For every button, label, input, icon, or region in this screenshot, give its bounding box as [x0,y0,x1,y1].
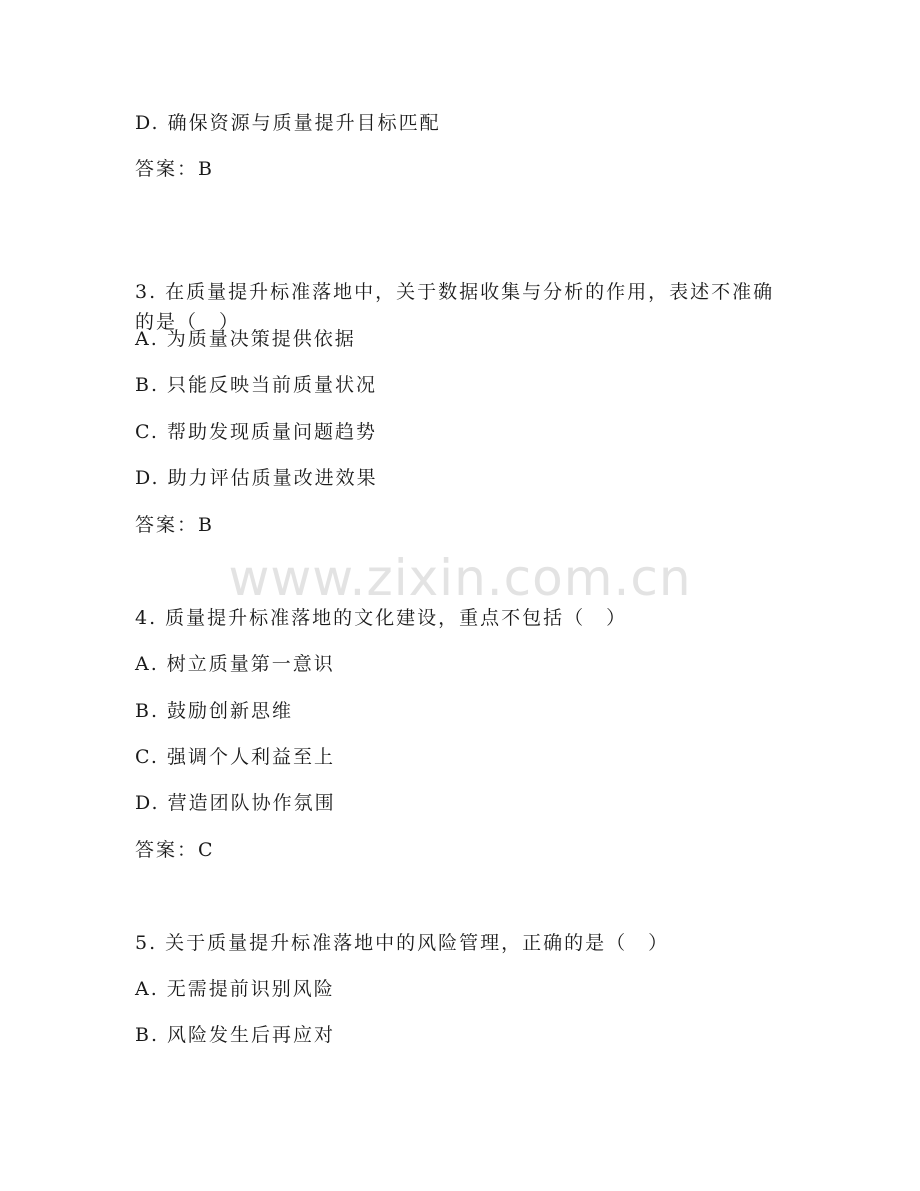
q3-answer: 答案：B [135,514,214,536]
q4-answer: 答案：C [135,839,215,861]
q5-option-a: A. 无需提前识别风险 [135,978,335,1000]
q2-option-d: D. 确保资源与质量提升目标匹配 [135,112,441,134]
q5-option-b: B. 风险发生后再应对 [135,1024,336,1046]
q3-option-b: B. 只能反映当前质量状况 [135,374,378,396]
q2-answer: 答案：B [135,158,214,180]
q3-question-line1: 3. 在质量提升标准落地中，关于数据收集与分析的作用，表述不准确 [135,281,775,303]
q3-option-c: C. 帮助发现质量问题趋势 [135,421,377,443]
q4-option-d: D. 营造团队协作氛围 [135,792,336,814]
q4-question: 4. 质量提升标准落地的文化建设，重点不包括（ ） [135,607,628,629]
q4-option-b: B. 鼓励创新思维 [135,700,294,722]
q3-option-d: D. 助力评估质量改进效果 [135,467,378,489]
q4-option-a: A. 树立质量第一意识 [135,653,335,675]
watermark: www.zixin.com.cn [228,549,692,607]
q5-question: 5. 关于质量提升标准落地中的风险管理，正确的是（ ） [135,932,670,954]
q4-option-c: C. 强调个人利益至上 [135,746,335,768]
q3-question-line2: 的是（ ） [135,311,241,333]
q3-option-a: A. 为质量决策提供依据 [135,328,356,350]
